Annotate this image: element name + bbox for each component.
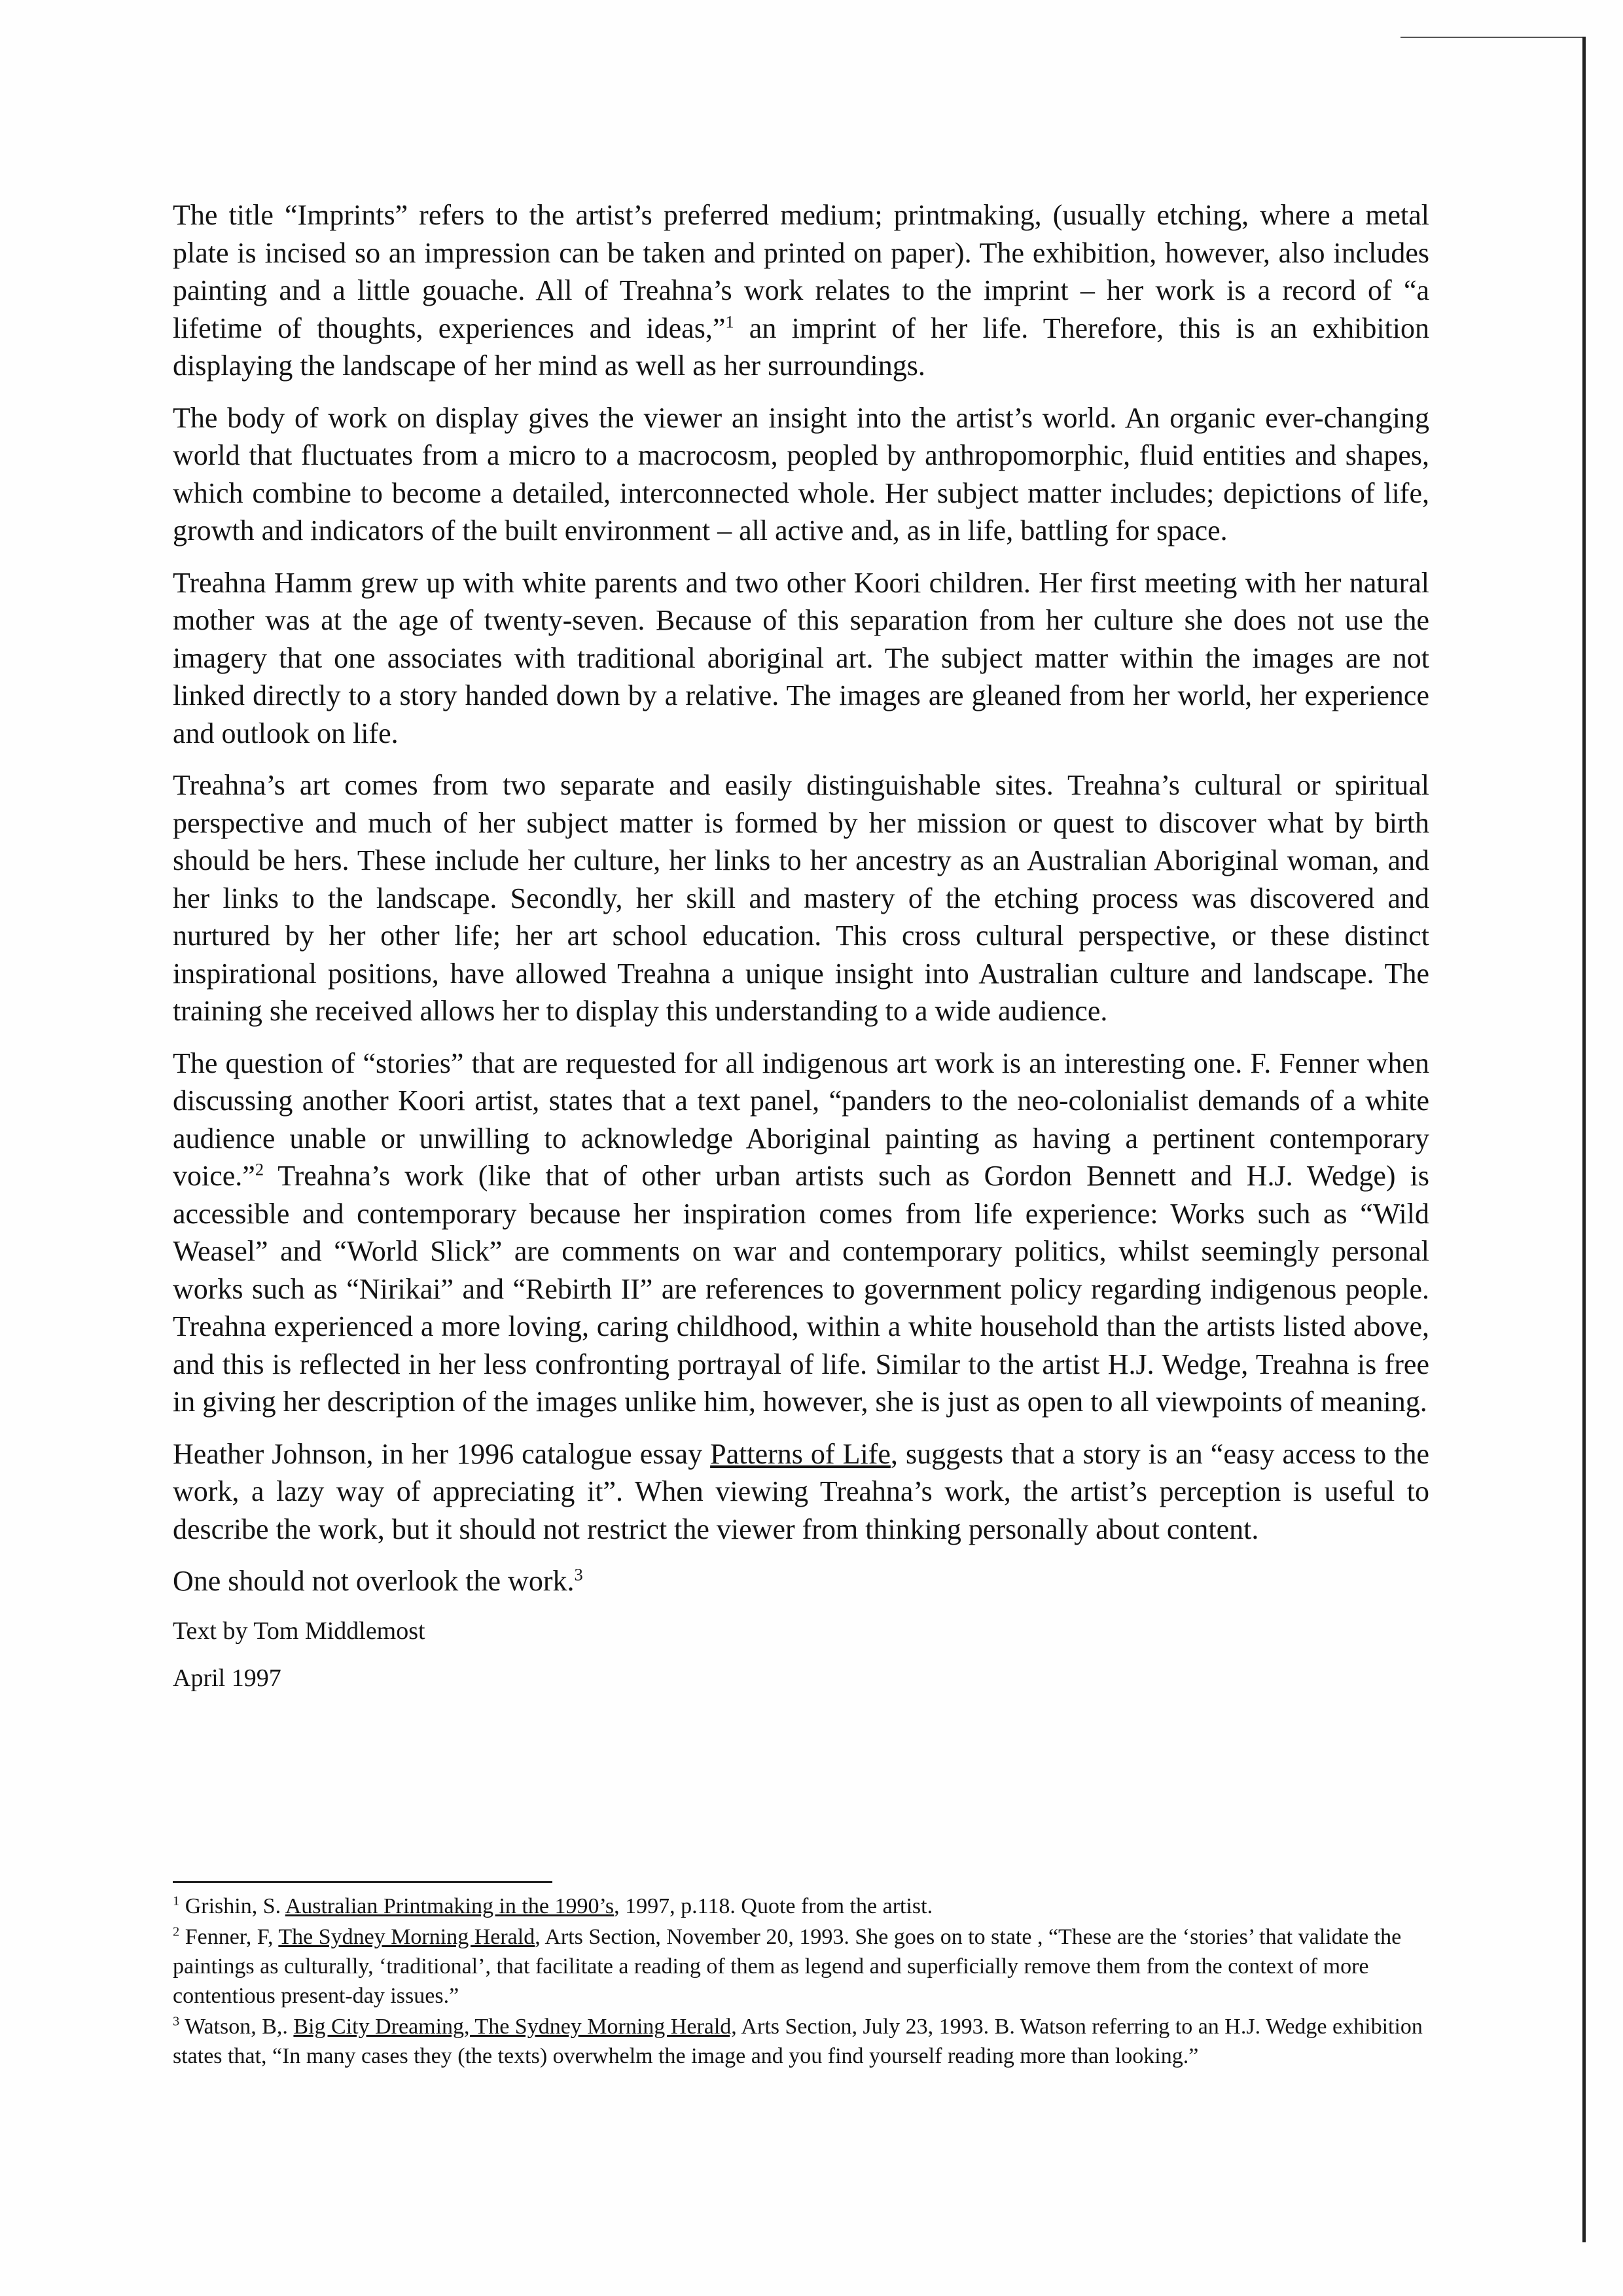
footnote-1-text-cont: , 1997, p.118. Quote from the artist. [614, 1894, 933, 1918]
paragraph-7 [173, 1562, 1429, 1600]
footnote-1-text: Grishin, S. [179, 1894, 285, 1918]
paragraph-6-text: Heather Johnson, in her 1996 catalogue essay [173, 1437, 711, 1470]
footnote-3-text-cont: Arts Section, July 23, 1993. B. Watson referring to an H.J. Wedge exhibition states that, “In many cases they (the texts) overwhelm the image and you find yourself reading more than looking.” [173, 2015, 1423, 2068]
footnote-2 [173, 1922, 1429, 2011]
footnote-1 [173, 1892, 1429, 1921]
date-line: April 1997 [173, 1664, 281, 1692]
footnote-2-text-cont: , Arts Section, November 20, 1993. She goes on to state , “These are the ‘stories’ that validate the paintings as culturally, ‘traditional’, that facilitate a reading of them as legend and superficially remove them from the context of more contentious present-day issues.” [173, 1925, 1402, 2008]
footnote-3 [173, 2012, 1429, 2071]
footnote-2-title: The Sydney Morning Herald [278, 1925, 535, 1949]
footnote-1-mark: 1 [173, 1893, 180, 1909]
paragraph-5-text: The question of “stories” that are requested for all indigenous art work is an interesting one. F. Fenner when discussing another Koori artist, states that a text panel, “panders to the neo-colonialist demands of a white audience unable or unwilling to acknowledge Aboriginal painting as having a pertinent contemporary voice.” [173, 1047, 1429, 1192]
paragraph-5 [173, 1045, 1429, 1421]
paragraph-6-text-cont: , suggests that a story is an “easy access to the work, a lazy way of appreciating it”. When viewing Treahna’s work, the artist’s perception is useful to describe the work, but it should not restrict the viewer from thinking personally about content. [173, 1437, 1429, 1545]
footnote-3-title: Big City Dreaming, The Sydney Morning Herald, [293, 2015, 737, 2039]
scan-edge-top [1400, 37, 1584, 38]
paragraph-5-text-cont: Treahna’s work (like that of other urban artists such as Gordon Bennett and H.J. Wedge) is accessible and contemporary because her inspiration comes from life experience: Works such as “Wild Weasel” and “World Slick” are comments on war and contemporary politics, whilst seemingly personal works such as “Nirikai” and “Rebirth II” are references to government policy regarding indigenous people. Treahna experienced a more loving, caring childhood, within a white household than the artists listed above, and this is reflected in her less confronting portrayal of life. Similar to the artist H.J. Wedge, Treahna is free in giving her description of the images unlike him, however, she is just as open to all viewpoints of meaning. [173, 1160, 1429, 1418]
paragraph-1 [173, 196, 1429, 385]
paragraph-1-text-cont: an imprint of her life. Therefore, this is an exhibition displaying the landscape of her mind as well as her surroundings. [173, 312, 1429, 382]
footnote-2-mark: 2 [173, 1924, 180, 1939]
essay-body [173, 196, 1429, 1709]
footnotes [173, 1892, 1429, 2072]
scan-edge-right [1582, 37, 1586, 2242]
paragraph-3: Treahna Hamm grew up with white parents and two other Koori children. Her first meeting with her natural mother was at the age of twenty-seven. Because of this separation from her culture she does not use the imagery that one associates with traditional aboriginal art. The subject matter within the images are not linked directly to a story handed down by a relative. The images are gleaned from her world, her experience and outlook on life. [173, 566, 1429, 749]
paragraph-6 [173, 1435, 1429, 1549]
footnote-3-text: Watson, B,. [179, 2015, 294, 2039]
footnote-3-mark: 3 [173, 2014, 180, 2029]
author-credit: Text by Tom Middlemost [173, 1617, 425, 1645]
footnote-ref-1: 1 [725, 311, 734, 331]
footnote-ref-2: 2 [255, 1159, 264, 1179]
footnote-ref-3: 3 [574, 1564, 583, 1585]
paragraph-1-text: The title “Imprints” refers to the artist’s preferred medium; printmaking, (usually etching, where a metal plate is incised so an impression can be taken and printed on paper). The exhibition, however, also includes painting and a little gouache. All of Treahna’s work relates to the imprint – her work is a record of “a lifetime of thoughts, experiences and ideas,” [173, 199, 1429, 344]
footnote-divider [173, 1881, 552, 1883]
paragraph-4: Treahna’s art comes from two separate and easily distinguishable sites. Treahna’s cultural or spiritual perspective and much of her subject matter is formed by her mission or quest to discover what by birth should be hers. These include her culture, her links to her ancestry as an Australian Aboriginal woman, and her links to the landscape. Secondly, her skill and mastery of the etching process was discovered and nurtured by her other life; her art school education. This cross cultural perspective, or these distinct inspirational positions, have allowed Treahna a unique insight into Australian culture and landscape. The training she received allows her to display this understanding to a wide audience. [173, 769, 1429, 1027]
footnote-1-title: Australian Printmaking in the 1990’s [285, 1894, 615, 1918]
essay-title-underlined: Patterns of Life [710, 1437, 891, 1470]
footnote-2-text: Fenner, F, [179, 1925, 279, 1949]
paragraph-7-text: One should not overlook the work. [173, 1565, 575, 1597]
paragraph-2: The body of work on display gives the viewer an insight into the artist’s world. An organic ever-changing world that fluctuates from a micro to a macrocosm, peopled by anthropomorphic, fluid entities and shapes, which combine to become a detailed, interconnected whole. Her subject matter includes; depictions of life, growth and indicators of the built environment – all active and, as in life, battling for space. [173, 401, 1429, 547]
